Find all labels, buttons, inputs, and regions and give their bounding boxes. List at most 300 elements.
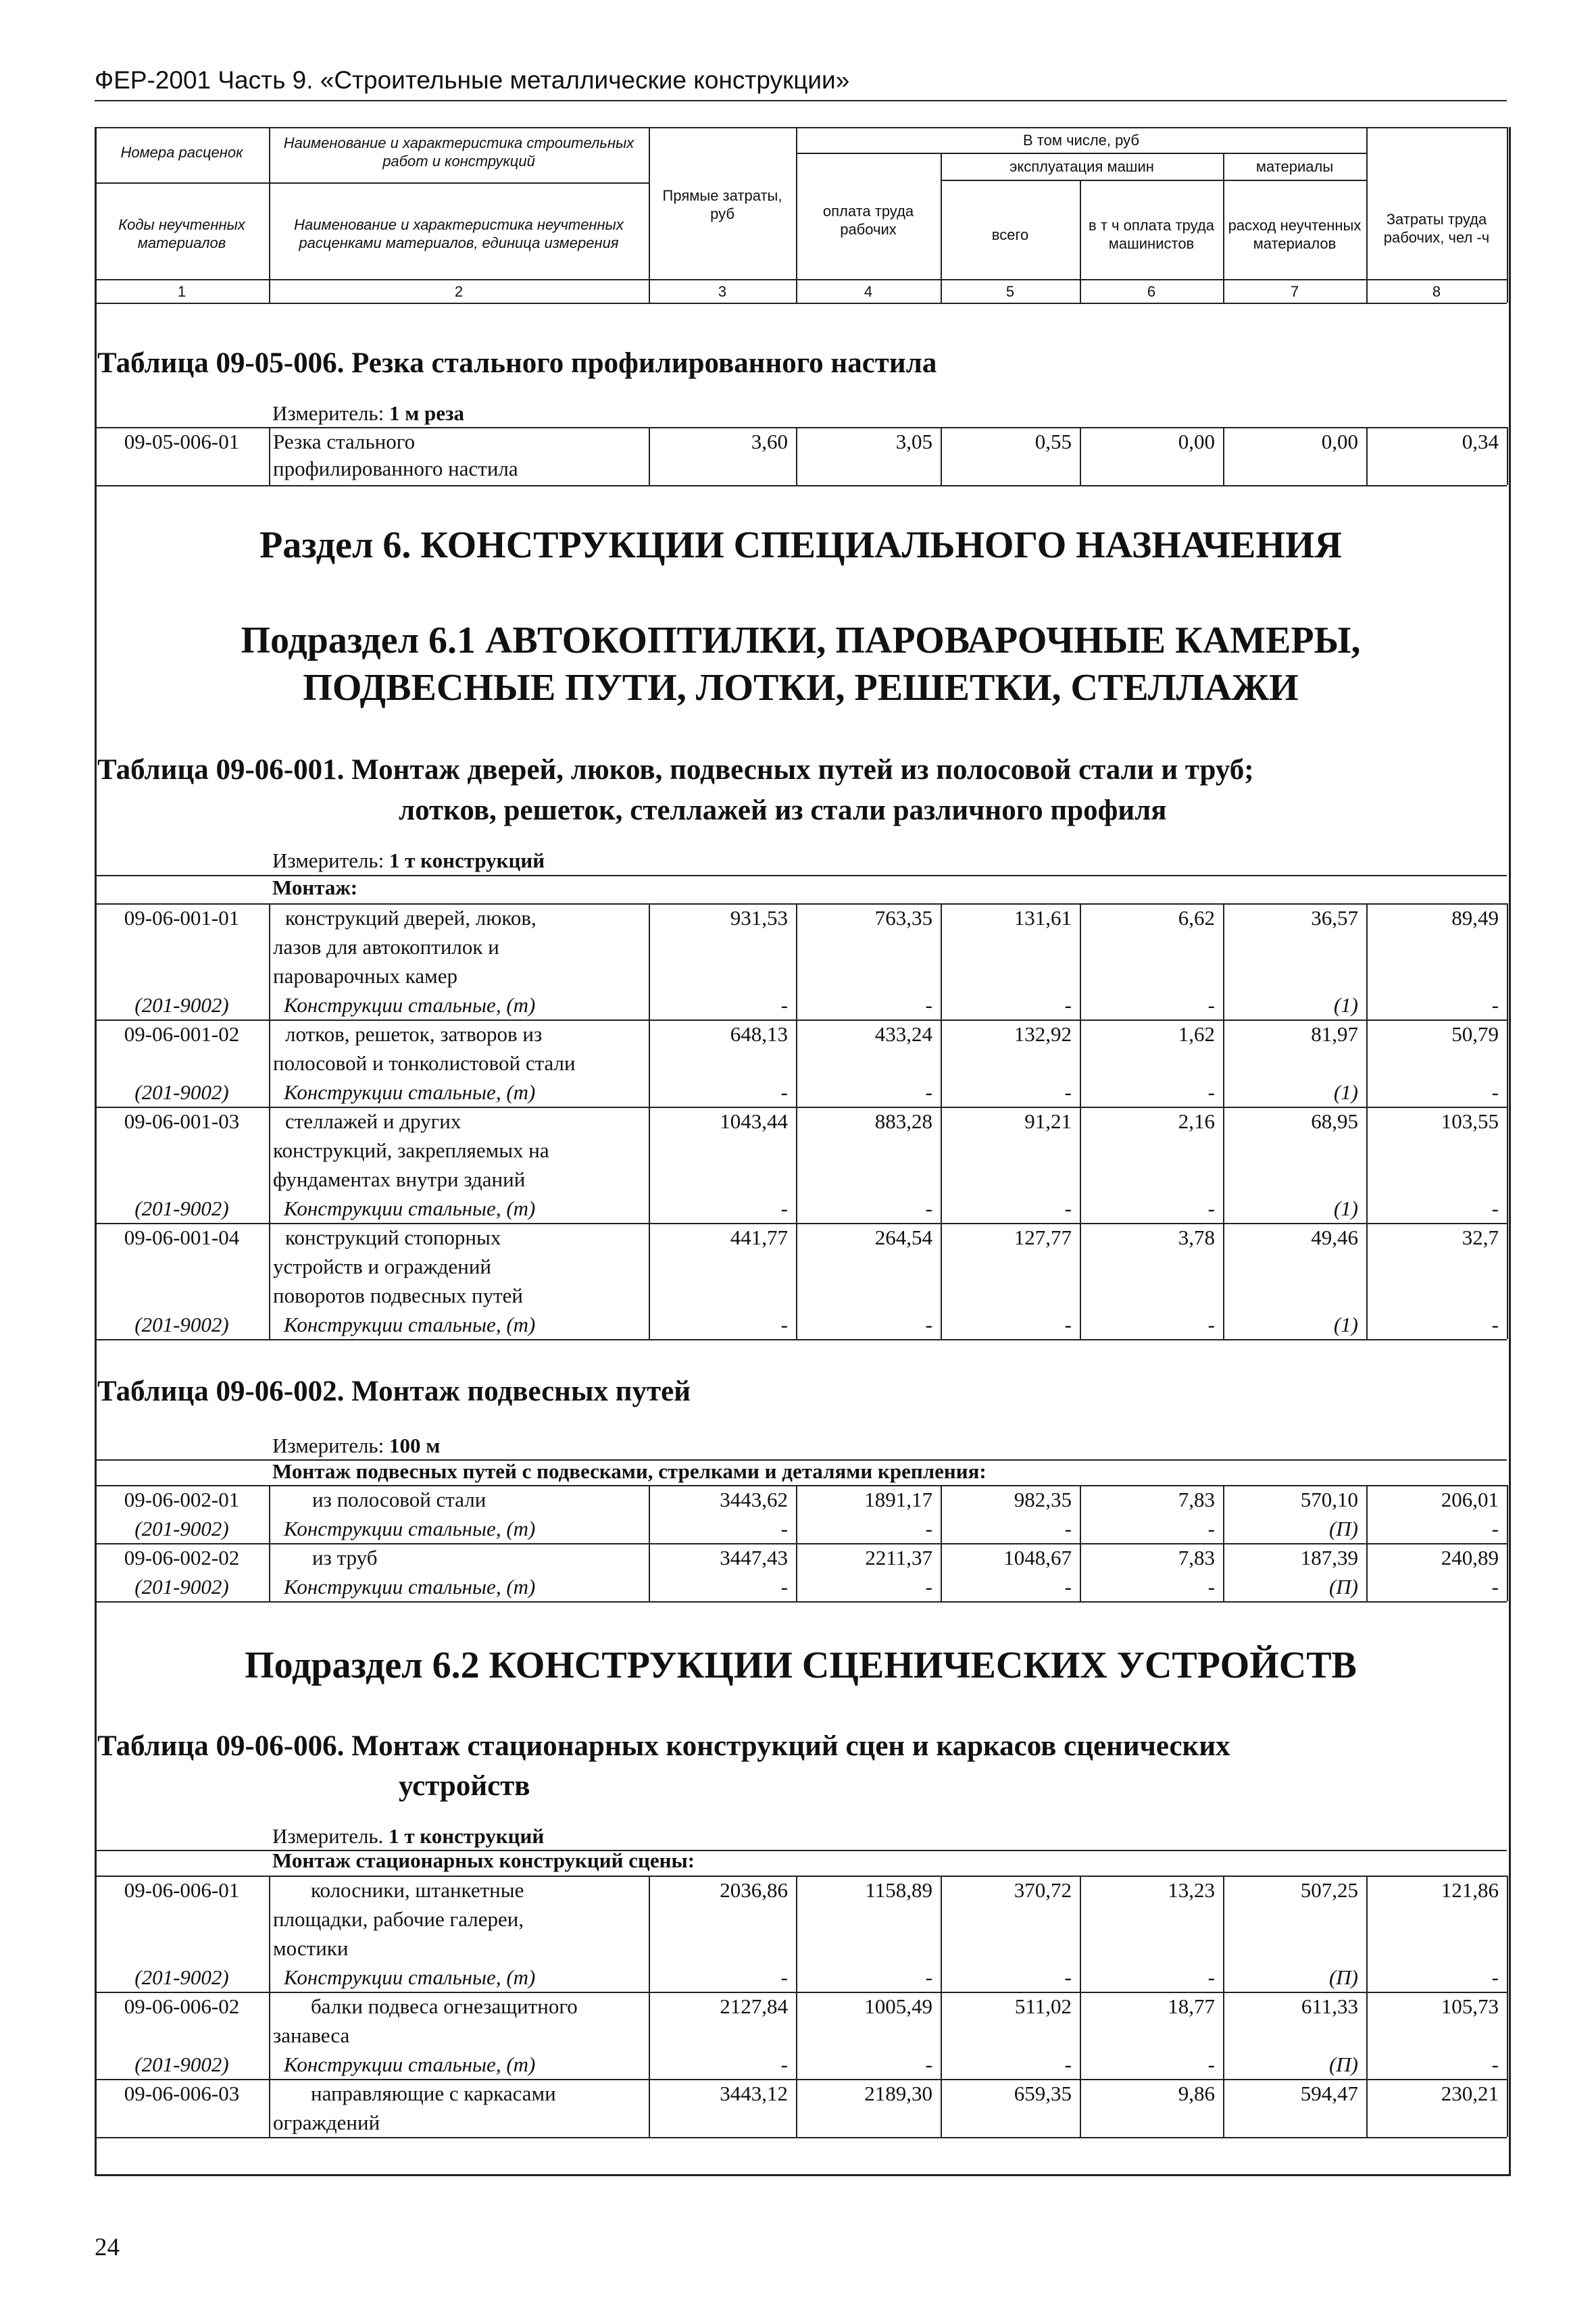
col1-top-header: Номера расценок [120, 143, 243, 161]
column-line [1223, 427, 1224, 485]
column-number-5: 5 [1005, 282, 1015, 300]
column-line [1366, 1543, 1368, 1601]
t3-row-col7: 570,10 [1300, 1488, 1358, 1511]
t2-row-col3: 441,77 [730, 1226, 788, 1249]
column-line [95, 903, 96, 1020]
t2-row-name: устройств и ограждений [273, 1255, 492, 1278]
column-line [1080, 1876, 1081, 1992]
page-number: 24 [95, 2234, 120, 2261]
t4-row-col6: 13,23 [1168, 1878, 1215, 1902]
materials-header: материалы [1255, 157, 1334, 175]
t3-mat-col4: - [925, 1575, 932, 1599]
column-line [1507, 1543, 1508, 1601]
column-line [95, 1485, 96, 1543]
t2-row-col5: 91,21 [1024, 1109, 1072, 1133]
column-line [796, 1107, 797, 1223]
column-line [269, 1992, 270, 2079]
t3-mat-col4: - [925, 1517, 932, 1540]
t1-bottom-line [95, 485, 1507, 486]
t2-row-code: 09-06-001-04 [124, 1226, 240, 1249]
included-header: В том числе, руб [1023, 131, 1139, 149]
t4-row-name: мостики [273, 1936, 349, 1960]
col2-top-header: Наименование и характеристика строительных работ и конструкций [283, 134, 634, 170]
col4-header: оплата труда рабочих [822, 203, 914, 238]
column-line [1507, 2079, 1508, 2137]
t2-row-col6: 1,62 [1178, 1022, 1215, 1046]
column-line [1223, 903, 1224, 1020]
t2-row-name: конструкций, закрепляемых на [273, 1138, 549, 1162]
t2-group: Монтаж: [272, 876, 358, 899]
t1-title: Таблица 09-05-006. Резка стального профилированного настила [97, 347, 937, 379]
t3-mat-col5: - [1064, 1575, 1072, 1599]
t3-mat-col7: (П) [1328, 1575, 1358, 1599]
col1-bottom-header: Коды неучтенных материалов [118, 216, 245, 251]
column-line [269, 1485, 270, 1543]
t3-mat-col3: - [780, 1575, 788, 1599]
t4-mat-name: Конструкции стальные, (т) [284, 2053, 536, 2076]
t2-mat-col7: (1) [1333, 1197, 1358, 1220]
t3-row-code: 09-06-002-02 [124, 1546, 240, 1569]
t2-row-col7: 81,97 [1311, 1022, 1358, 1046]
t2-row-name: лотков, решеток, затворов из [285, 1022, 543, 1046]
t2-mat-col3: - [780, 1313, 788, 1336]
t3-mat-col6: - [1207, 1575, 1215, 1599]
column-line [941, 1876, 942, 1992]
t2-mat-col4: - [925, 1197, 932, 1220]
column-line [95, 1020, 96, 1107]
column-line [941, 1485, 942, 1543]
t1-meter [272, 401, 464, 426]
machines-split-line [941, 180, 1366, 181]
col3-header: Прямые затраты, руб [662, 187, 782, 222]
column-line [1223, 1223, 1224, 1339]
t4-mat-col5: - [1064, 2053, 1072, 2076]
t2-mat-code: (201-9002) [134, 1080, 229, 1104]
meter-label: Измеритель: [272, 849, 389, 872]
t2-row-col4: 883,28 [874, 1109, 932, 1133]
t1-row-code: 09-05-006-01 [124, 430, 240, 453]
t1-row-name-2: профилированного настила [273, 457, 518, 480]
t4-row-code: 09-06-006-01 [124, 1878, 240, 1902]
t2-mat-name: Конструкции стальные, (т) [284, 993, 536, 1017]
t4-row-line [95, 2137, 1507, 2138]
column-line [269, 1223, 270, 1339]
t2-mat-col6: - [1207, 1197, 1215, 1220]
section-6-title: Раздел 6. КОНСТРУКЦИИ СПЕЦИАЛЬНОГО НАЗНАЧЕНИЯ [259, 524, 1342, 566]
t1-row-col7: 0,00 [1321, 430, 1358, 453]
t4-title-1: Таблица 09-06-006. Монтаж стационарных конструкций сцен и каркасов сценических [97, 1730, 1230, 1762]
t4-row-name: занавеса [273, 2023, 350, 2047]
subsection-6-1-title-2: ПОДВЕСНЫЕ ПУТИ, ЛОТКИ, РЕШЕТКИ, СТЕЛЛАЖИ [303, 667, 1299, 709]
column-line [1507, 1020, 1508, 1107]
t2-row-name: поворотов подвесных путей [273, 1284, 524, 1307]
t2-meter [272, 849, 545, 873]
t2-mat-col4: - [925, 1313, 932, 1336]
column-line [95, 2079, 96, 2137]
t3-mat-name: Конструкции стальные, (т) [284, 1575, 536, 1599]
t3-row-col5: 982,35 [1014, 1488, 1072, 1511]
t4-row-col4: 1005,49 [864, 1994, 932, 2018]
column-line [1080, 903, 1081, 1020]
t2-mat-col8: - [1491, 1197, 1499, 1220]
t2-row-line [95, 1339, 1507, 1340]
t2-row-col4: 763,35 [874, 906, 932, 930]
column-line [1080, 1223, 1081, 1339]
column-line [1223, 2079, 1224, 2137]
t2-mat-name: Конструкции стальные, (т) [284, 1080, 536, 1104]
column-line [796, 1876, 797, 1992]
t3-meter [272, 1434, 440, 1458]
t2-mat-col4: - [925, 1080, 932, 1104]
t2-row-col8: 103,55 [1441, 1109, 1499, 1133]
t3-row-col8: 206,01 [1441, 1488, 1499, 1511]
column-line [269, 1020, 270, 1107]
column-line [649, 1992, 650, 2079]
column-line [1223, 1992, 1224, 2079]
column-line [649, 1543, 650, 1601]
column-line [95, 1223, 96, 1339]
t2-row-col6: 3,78 [1178, 1226, 1215, 1249]
t4-row-name: ограждений [273, 2111, 380, 2134]
column-line [1080, 1485, 1081, 1543]
t4-mat-code: (201-9002) [134, 2053, 229, 2076]
column-line [796, 1223, 797, 1339]
column-line [1507, 1223, 1508, 1339]
t2-row-name: лазов для автокоптилок и [273, 935, 499, 959]
column-line [1507, 903, 1508, 1020]
t4-mat-col6: - [1207, 2053, 1215, 2076]
column-line [941, 1543, 942, 1601]
t3-mat-col6: - [1207, 1517, 1215, 1540]
t2-row-col8: 32,7 [1462, 1226, 1499, 1249]
t4-meter [272, 1824, 544, 1848]
t2-row-col3: 648,13 [730, 1022, 788, 1046]
t4-row-col6: 9,86 [1178, 2082, 1215, 2105]
t2-row-col8: 50,79 [1451, 1022, 1499, 1046]
t2-row-col4: 264,54 [874, 1226, 932, 1249]
t2-row-col5: 131,61 [1014, 906, 1072, 930]
t2-mat-col8: - [1491, 1080, 1499, 1104]
t4-group: Монтаж стационарных конструкций сцены: [272, 1848, 695, 1872]
t3-mat-name: Конструкции стальные, (т) [284, 1517, 536, 1540]
column-line [941, 2079, 942, 2137]
column-number-2: 2 [454, 282, 464, 300]
column-line [1507, 1485, 1508, 1543]
t2-row-col3: 931,53 [730, 906, 788, 930]
t2-row-name: полосовой и тонколистовой стали [273, 1051, 576, 1075]
t4-mat-name: Конструкции стальные, (т) [284, 1965, 536, 1989]
column-line [941, 903, 942, 1020]
t2-row-col6: 6,62 [1178, 906, 1215, 930]
t2-row-name: стеллажей и других [285, 1109, 462, 1133]
column-line [941, 1992, 942, 2079]
t4-row-name: площадки, рабочие галереи, [273, 1907, 524, 1931]
t2-row-code: 09-06-001-03 [124, 1109, 240, 1133]
column-line [1080, 1020, 1081, 1107]
column-line [1366, 1992, 1368, 2079]
t2-mat-col3: - [780, 1197, 788, 1220]
t2-mat-col5: - [1064, 1197, 1072, 1220]
t2-mat-col7: (1) [1333, 993, 1358, 1017]
t4-row-col6: 18,77 [1168, 1994, 1215, 2018]
t2-row-col4: 433,24 [874, 1022, 932, 1046]
column-number-3: 3 [718, 282, 727, 300]
col2-bottom-header: Наименование и характеристика неучтенных расценками материалов, единица измерения [294, 216, 624, 251]
column-line [1366, 1223, 1368, 1339]
t4-row-name: направляющие с каркасами [311, 2082, 556, 2105]
column-number-6: 6 [1147, 282, 1156, 300]
column-line [796, 1992, 797, 2079]
t1-row-col3: 3,60 [751, 430, 788, 453]
t4-row-col3: 2127,84 [720, 1994, 788, 2018]
t2-row-col6: 2,16 [1178, 1109, 1215, 1133]
t4-mat-col8: - [1491, 1965, 1499, 1989]
meter-label: Измеритель: [272, 1434, 389, 1457]
column-line [796, 903, 797, 1020]
column-line [796, 1543, 797, 1601]
t1-row-name-1: Резка стального [273, 430, 416, 453]
t2-row-col7: 49,46 [1311, 1226, 1358, 1249]
meter-label: Измеритель. [272, 1824, 389, 1848]
t4-row-col4: 2189,30 [864, 2082, 932, 2105]
t3-mat-col5: - [1064, 1517, 1072, 1540]
t4-row-code: 09-06-006-02 [124, 1994, 240, 2018]
t2-row-name: пароварочных камер [273, 964, 458, 988]
t4-row-name: балки подвеса огнезащитного [311, 1994, 578, 2018]
t3-row-name: из труб [312, 1546, 378, 1569]
t3-row-col3: 3447,43 [720, 1546, 788, 1569]
t2-mat-col5: - [1064, 993, 1072, 1017]
t4-row-col7: 611,33 [1301, 1994, 1358, 2018]
column-number-7: 7 [1290, 282, 1299, 300]
column-line [95, 1107, 96, 1223]
column-line [649, 903, 650, 1020]
t4-mat-col7: (П) [1328, 2053, 1358, 2076]
column-line [941, 427, 942, 485]
t2-mat-col8: - [1491, 1313, 1499, 1336]
column-line [649, 1223, 650, 1339]
t2-mat-name: Конструкции стальные, (т) [284, 1313, 536, 1336]
t3-mat-code: (201-9002) [134, 1517, 229, 1540]
column-line [1366, 1485, 1368, 1543]
t2-mat-col5: - [1064, 1313, 1072, 1336]
t2-mat-code: (201-9002) [134, 1313, 229, 1336]
column-line [95, 1992, 96, 2079]
t4-row-col8: 105,73 [1441, 1994, 1499, 2018]
t2-mat-code: (201-9002) [134, 1197, 229, 1220]
t4-row-col5: 659,35 [1014, 2082, 1072, 2105]
t4-mat-col5: - [1064, 1965, 1072, 1989]
column-line [1366, 2079, 1368, 2137]
column-line [1507, 1876, 1508, 1992]
column-line [1507, 1107, 1508, 1223]
t2-row-col5: 132,92 [1014, 1022, 1072, 1046]
t4-row-col8: 230,21 [1441, 2082, 1499, 2105]
t2-mat-col4: - [925, 993, 932, 1017]
column-line [796, 1020, 797, 1107]
meter-value: 1 м реза [389, 401, 465, 425]
t3-row-col6: 7,83 [1178, 1488, 1215, 1511]
column-line [649, 1876, 650, 1992]
t2-mat-col5: - [1064, 1080, 1072, 1104]
col6-header: в т ч оплата труда машинистов [1089, 217, 1214, 252]
t4-mat-col6: - [1207, 1965, 1215, 1989]
column-line [269, 2079, 270, 2137]
t2-row-col8: 89,49 [1451, 906, 1499, 930]
column-line [1507, 1992, 1508, 2079]
column-line [649, 427, 650, 485]
t2-row-col5: 127,77 [1014, 1226, 1072, 1249]
column-line [1507, 127, 1508, 303]
machines-header: эксплуатация машин [1009, 157, 1154, 175]
t2-mat-col6: - [1207, 993, 1215, 1017]
t2-title-2: лотков, решеток, стеллажей из стали различного профиля [399, 795, 1167, 826]
document-header: ФЕР-2001 Часть 9. «Строительные металлические конструкции» [95, 66, 1507, 101]
t2-mat-code: (201-9002) [134, 993, 229, 1017]
t2-row-col7: 68,95 [1311, 1109, 1358, 1133]
header-numbers-line [95, 303, 1507, 304]
column-line [1507, 427, 1508, 485]
column-line [1223, 1543, 1224, 1601]
column-line [796, 2079, 797, 2137]
column-line [1080, 427, 1081, 485]
t3-row-col3: 3443,62 [720, 1488, 788, 1511]
t1-row-col8: 0,34 [1462, 430, 1499, 453]
t4-row-col8: 121,86 [1441, 1878, 1499, 1902]
column-line [1366, 427, 1368, 485]
column-line [1366, 1876, 1368, 1992]
t3-group: Монтаж подвесных путей с подвесками, стрелками и деталями крепления: [272, 1459, 987, 1483]
t2-row-name: конструкций стопорных [285, 1226, 501, 1249]
t3-row-col4: 2211,37 [865, 1546, 932, 1569]
meter-value: 1 т конструкций [389, 849, 545, 872]
column-number-1: 1 [177, 282, 186, 300]
t1-row-col4: 3,05 [895, 430, 932, 453]
t2-mat-col8: - [1491, 993, 1499, 1017]
t4-row-col4: 1158,89 [865, 1878, 932, 1902]
t2-mat-name: Конструкции стальные, (т) [284, 1197, 536, 1220]
column-line [1223, 1876, 1224, 1992]
t2-row-name: конструкций дверей, люков, [285, 906, 537, 930]
column-line [649, 1020, 650, 1107]
t2-mat-col7: (1) [1333, 1313, 1358, 1336]
t4-row-col3: 3443,12 [720, 2082, 788, 2105]
t3-row-col4: 1891,17 [864, 1488, 932, 1511]
t4-mat-col8: - [1491, 2053, 1499, 2076]
t4-row-col3: 2036,86 [720, 1878, 788, 1902]
column-line [1223, 1485, 1224, 1543]
t4-row-col7: 594,47 [1300, 2082, 1358, 2105]
t2-mat-col6: - [1207, 1313, 1215, 1336]
column-line [1366, 1020, 1368, 1107]
t2-row-col7: 36,57 [1311, 906, 1358, 930]
col5-header: всего [991, 226, 1029, 243]
t4-mat-col4: - [925, 2053, 932, 2076]
t3-row-col7: 187,39 [1300, 1546, 1358, 1569]
t4-row-name: колосники, штанкетные [311, 1878, 524, 1902]
t2-row-col3: 1043,44 [720, 1109, 788, 1133]
col8-header: Затраты труда рабочих, чел -ч [1383, 211, 1490, 246]
t3-mat-col7: (П) [1328, 1517, 1358, 1540]
column-line [269, 1107, 270, 1223]
column-number-8: 8 [1432, 282, 1441, 300]
t3-mat-col8: - [1491, 1517, 1499, 1540]
t3-mat-code: (201-9002) [134, 1575, 229, 1599]
column-line [1080, 1543, 1081, 1601]
meter-value: 100 м [389, 1434, 441, 1457]
column-line [269, 1543, 270, 1601]
column-line [1080, 2079, 1081, 2137]
t3-mat-col8: - [1491, 1575, 1499, 1599]
meter-label: Измеритель: [272, 401, 389, 425]
header-split-line [95, 182, 649, 184]
t2-row-code: 09-06-001-01 [124, 906, 240, 930]
column-line [796, 427, 797, 485]
t4-row-col5: 511,02 [1014, 1994, 1072, 2018]
t3-row-line [95, 1601, 1507, 1603]
t4-mat-col3: - [780, 1965, 788, 1989]
t3-row-code: 09-06-002-01 [124, 1488, 240, 1511]
subsection-6-2-title: Подраздел 6.2 КОНСТРУКЦИИ СЦЕНИЧЕСКИХ УСТРОЙСТВ [245, 1644, 1357, 1686]
t2-mat-col7: (1) [1333, 1080, 1358, 1104]
column-line [1366, 1107, 1368, 1223]
t4-mat-col3: - [780, 2053, 788, 2076]
column-line [95, 1543, 96, 1601]
col7-header: расход неучтенных материалов [1228, 217, 1362, 252]
meter-value: 1 т конструкций [389, 1824, 545, 1848]
t4-row-code: 09-06-006-03 [124, 2082, 240, 2105]
t4-title-2: устройств [399, 1770, 530, 1802]
t2-row-code: 09-06-001-02 [124, 1022, 240, 1046]
t3-row-col8: 240,89 [1441, 1546, 1499, 1569]
column-line [269, 1876, 270, 1992]
t3-row-col6: 7,83 [1178, 1546, 1215, 1569]
t3-mat-col3: - [780, 1517, 788, 1540]
column-line [649, 1485, 650, 1543]
column-line [1080, 1107, 1081, 1223]
t4-row-col5: 370,72 [1014, 1878, 1072, 1902]
t1-row-col5: 0,55 [1034, 430, 1072, 453]
column-line [941, 1107, 942, 1223]
t4-mat-col4: - [925, 1965, 932, 1989]
column-number-4: 4 [864, 282, 873, 300]
subsection-6-1-title-1: Подраздел 6.1 АВТОКОПТИЛКИ, ПАРОВАРОЧНЫЕ КАМЕРЫ, [241, 620, 1361, 661]
column-line [269, 903, 270, 1020]
column-line [649, 2079, 650, 2137]
t2-mat-col6: - [1207, 1080, 1215, 1104]
t4-mat-code: (201-9002) [134, 1965, 229, 1989]
column-line [1223, 1020, 1224, 1107]
t2-row-name: фундаментах внутри зданий [273, 1167, 526, 1191]
t3-title: Таблица 09-06-002. Монтаж подвесных путей [97, 1376, 691, 1407]
t4-mat-col7: (П) [1328, 1965, 1358, 1989]
column-line [1080, 1992, 1081, 2079]
t2-title-1: Таблица 09-06-001. Монтаж дверей, люков, подвесных путей из полосовой стали и труб; [97, 754, 1254, 786]
t1-row-col6: 0,00 [1178, 430, 1215, 453]
column-line [941, 1223, 942, 1339]
column-line [269, 427, 270, 485]
column-line [95, 1876, 96, 1992]
column-line [941, 1020, 942, 1107]
column-line [796, 1485, 797, 1543]
column-line [1366, 903, 1368, 1020]
column-line [649, 1107, 650, 1223]
t2-mat-col3: - [780, 1080, 788, 1104]
t3-row-name: из полосовой стали [312, 1488, 487, 1511]
t4-row-col7: 507,25 [1300, 1878, 1358, 1902]
column-line [1223, 1107, 1224, 1223]
t2-mat-col3: - [780, 993, 788, 1017]
